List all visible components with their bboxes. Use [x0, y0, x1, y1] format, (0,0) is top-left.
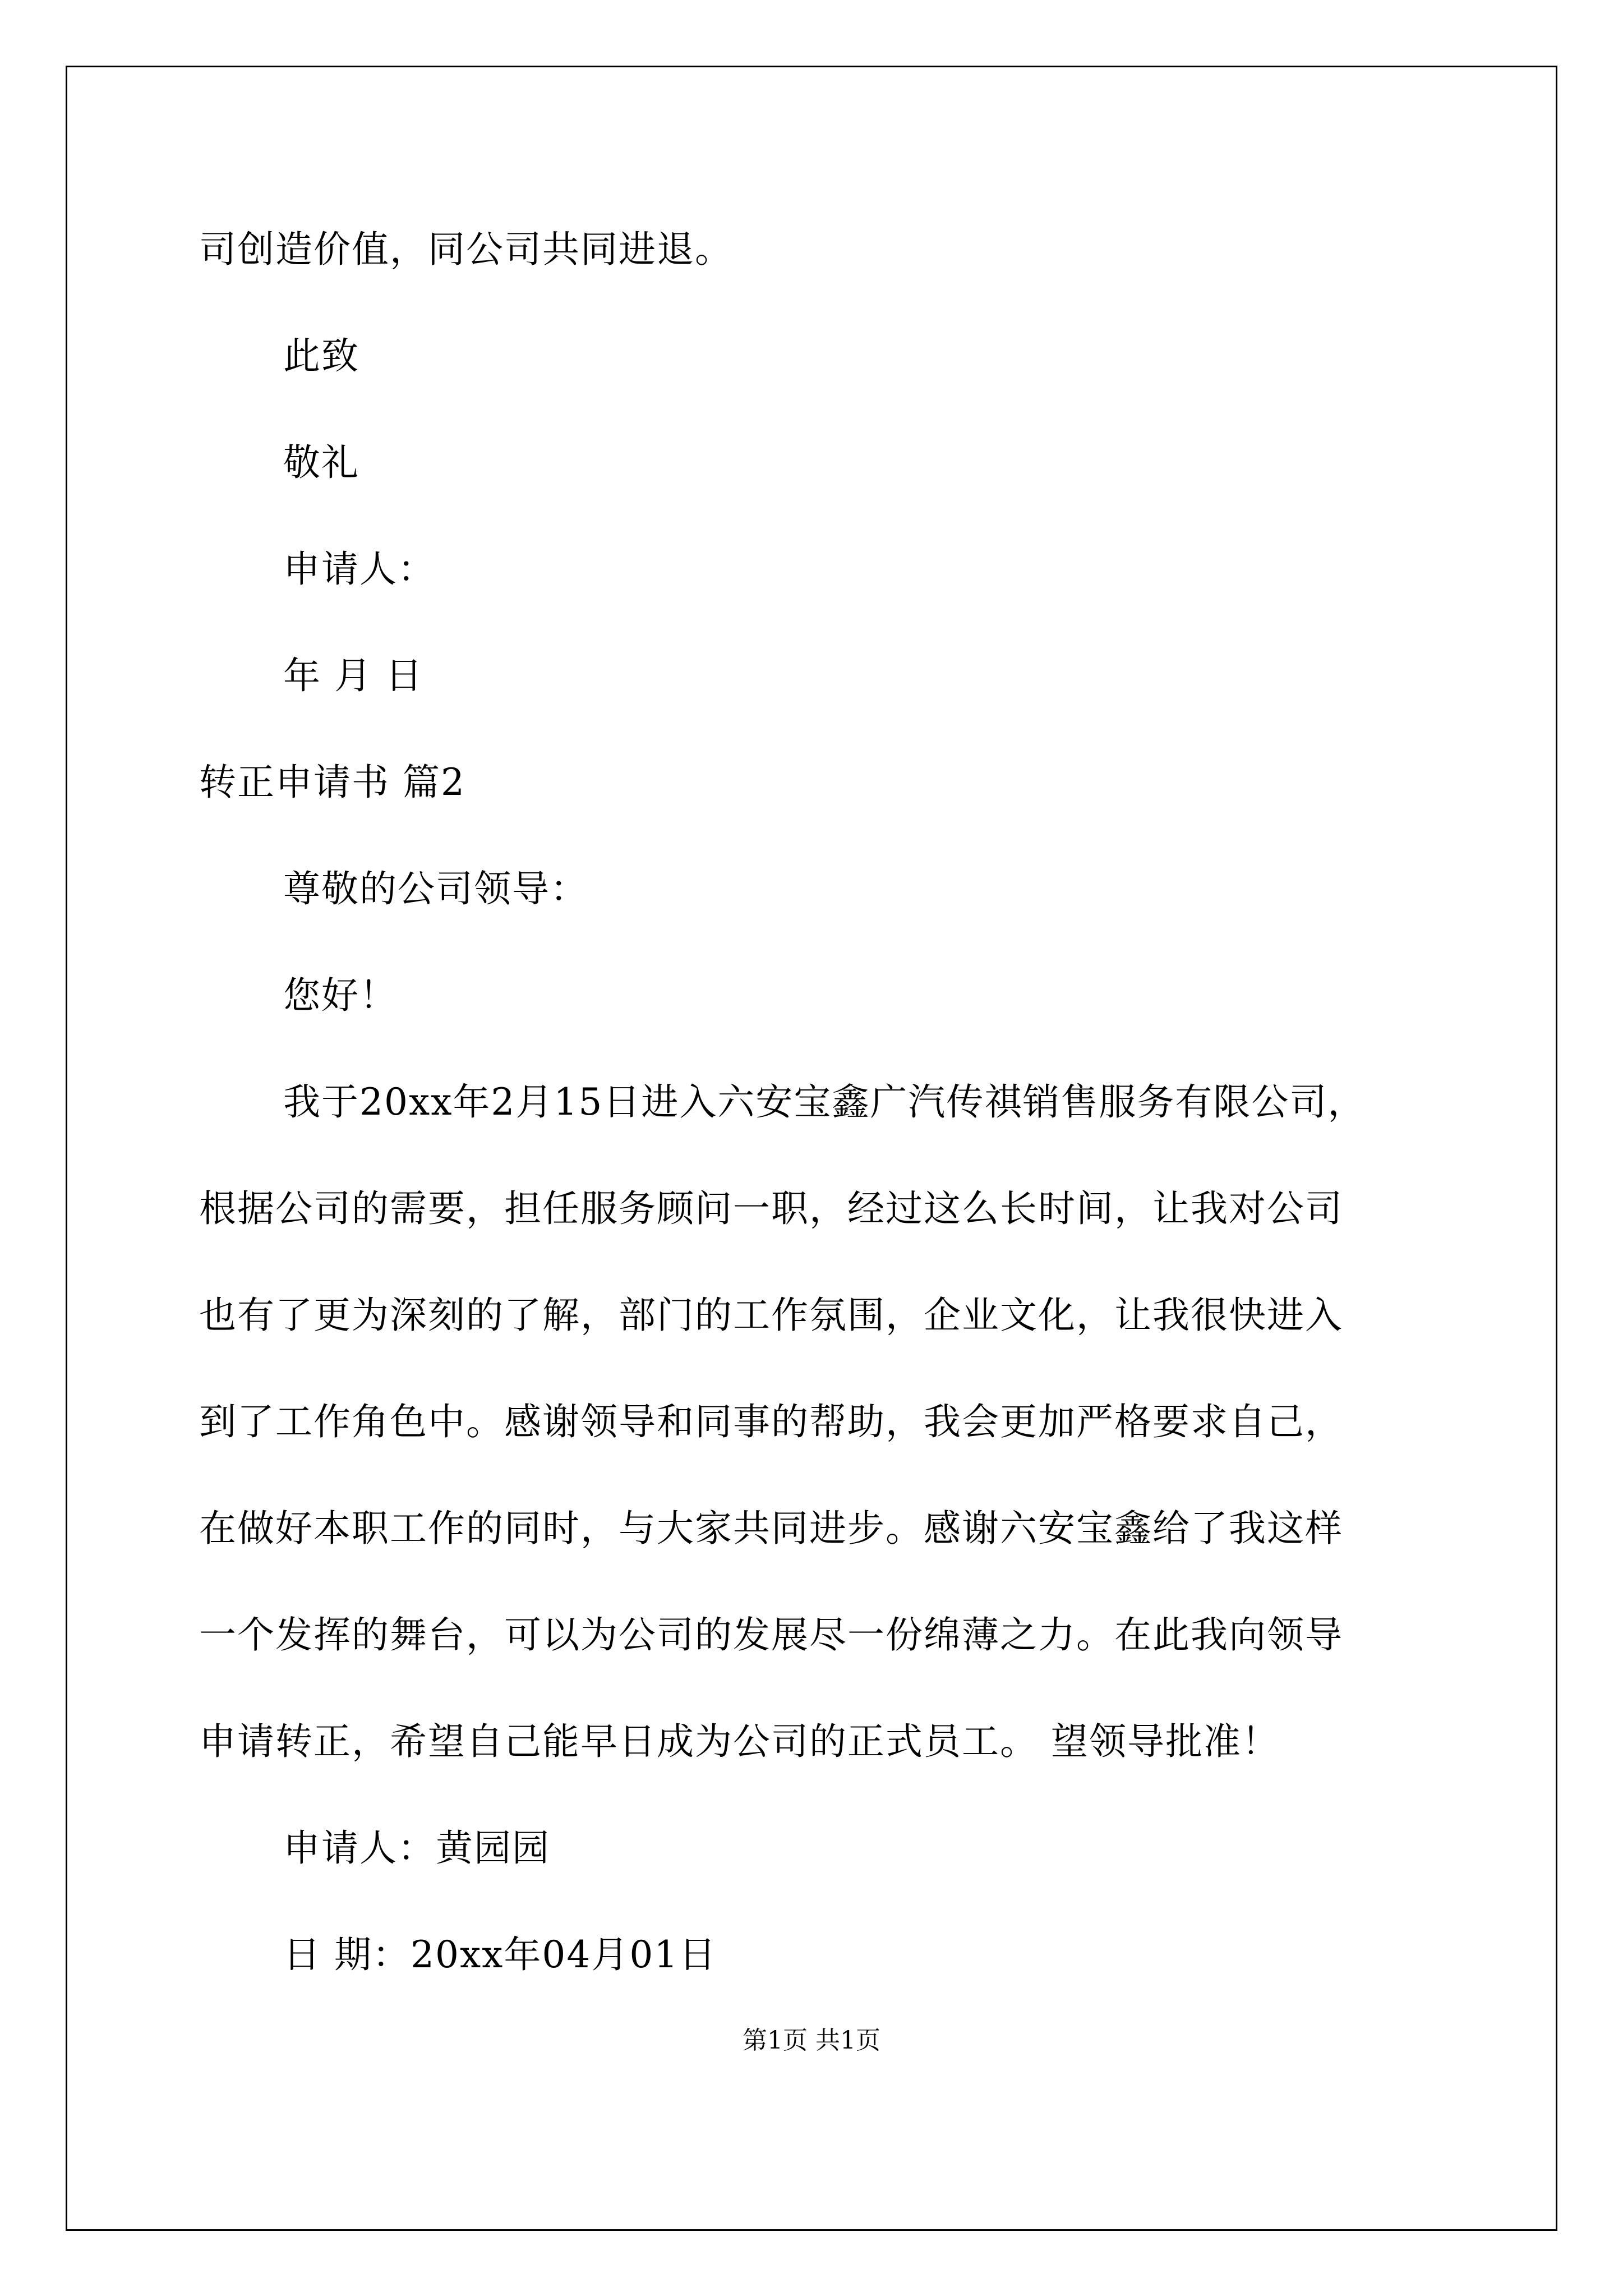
paragraph-line-3: 也有了更为深刻的了解，部门的工作氛围，企业文化，让我很快进入	[199, 1294, 1343, 1337]
paragraph-line-2: 根据公司的需要，担任服务顾问一职，经过这么长时间，让我对公司	[199, 1187, 1343, 1230]
paragraph-line-6: 一个发挥的舞台，可以为公司的发展尽一份绵薄之力。在此我向领导	[199, 1613, 1343, 1657]
paragraph-line-1: 我于20xx年2月15日进入六安宝鑫广汽传祺销售服务有限公司，	[283, 1080, 1366, 1124]
applicant-label: 申请人：	[283, 547, 436, 591]
page-footer: 第1页 共1页	[743, 2026, 880, 2055]
closing-regards: 敬礼	[283, 441, 359, 484]
section-heading: 转正申请书 篇2	[199, 761, 465, 804]
letter-hello: 您好！	[283, 974, 398, 1017]
application-date: 日 期：20xx年04月01日	[283, 1933, 717, 1976]
letter-greeting: 尊敬的公司领导：	[283, 867, 588, 910]
paragraph-line-7: 申请转正，希望自己能早日成为公司的正式员工。 望领导批准！	[199, 1720, 1280, 1763]
paragraph-line-4: 到了工作角色中。感谢领导和同事的帮助，我会更加严格要求自己，	[199, 1400, 1343, 1443]
paragraph-line-5: 在做好本职工作的同时，与大家共同进步。感谢六安宝鑫给了我这样	[199, 1507, 1343, 1550]
applicant-name: 申请人：黄园园	[283, 1826, 550, 1870]
page-border	[66, 66, 1557, 2231]
date-placeholder: 年 月 日	[283, 654, 423, 697]
body-line-1: 司创造价值，同公司共同进退。	[199, 228, 733, 271]
closing-salutation: 此致	[283, 334, 359, 378]
